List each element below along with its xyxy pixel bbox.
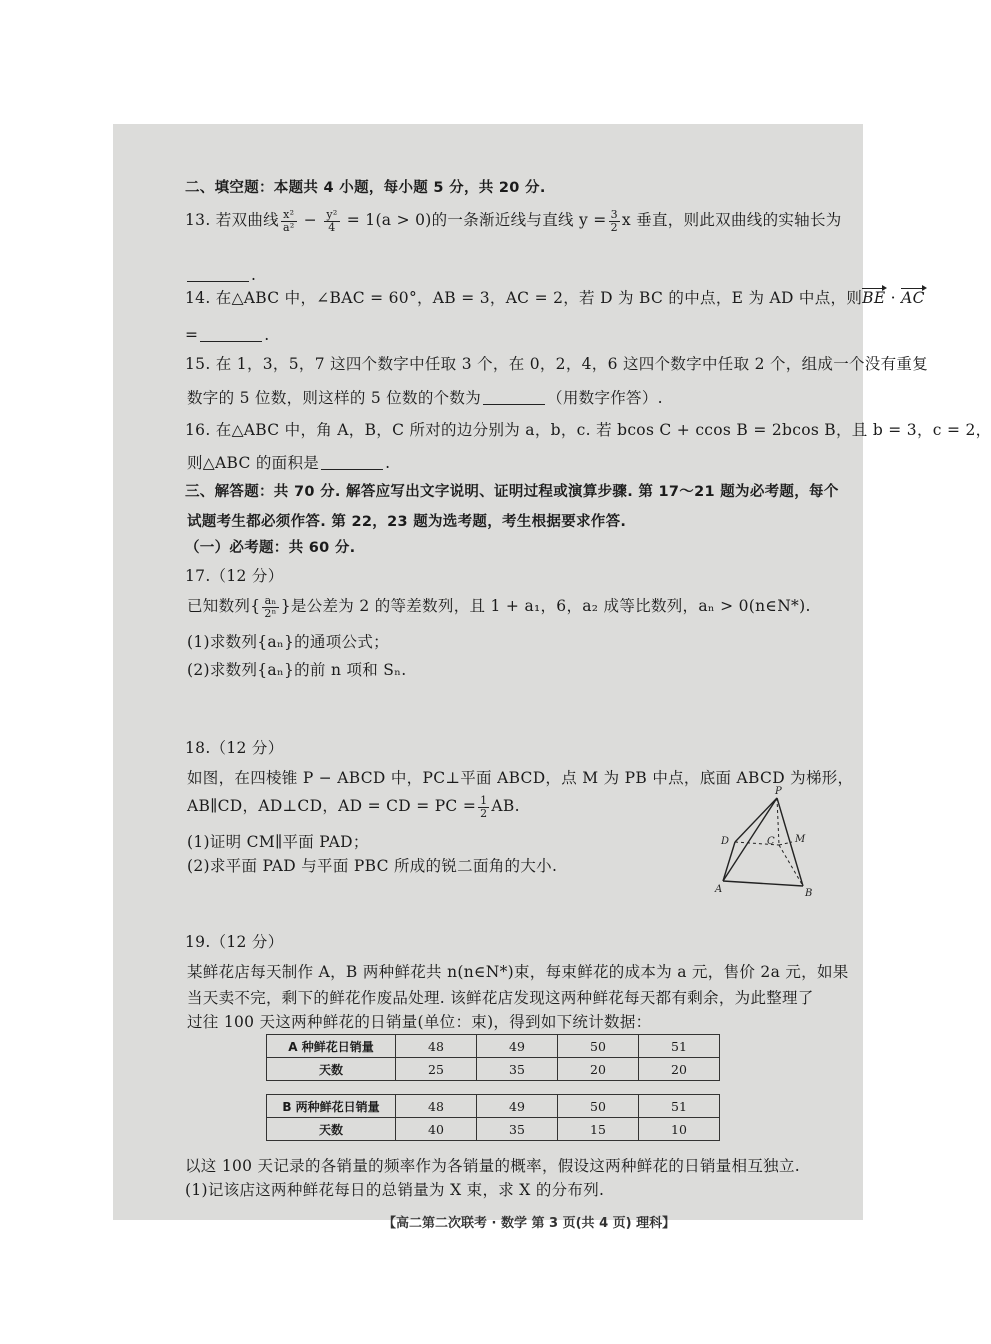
table-row	[267, 1095, 720, 1118]
q18-line1: 如图，在四棱锥 P − ABCD 中，PC⊥平面 ABCD，点 M 为 PB 中点，底面 ABCD 为梯形，	[187, 769, 854, 787]
table-cell: 51	[639, 1095, 720, 1118]
table-cell: 10	[639, 1118, 720, 1141]
q13-fraction-slope: $\frac{3}{2}$	[610, 207, 618, 234]
q13-answer-line: .	[185, 266, 256, 284]
q15-answer-blank[interactable]	[483, 390, 545, 405]
table-cell: 20	[639, 1058, 720, 1081]
edge-ab	[723, 881, 803, 886]
table-a-row1-label: A 种鲜花日销量	[267, 1035, 396, 1058]
q17-part2: (2)求数列{aₙ}的前 n 项和 Sₙ.	[187, 661, 407, 679]
edge-ad	[723, 842, 735, 881]
q14-answer-line: = .	[185, 326, 270, 344]
pyramid-figure	[713, 784, 823, 904]
label-c: C	[767, 836, 775, 847]
q13-fraction-y: $\frac{\text{y²}}{4}$	[326, 207, 338, 234]
q13-answer-blank[interactable]	[187, 267, 249, 282]
q14-answer-blank[interactable]	[200, 327, 262, 342]
required-questions-header: （一）必考题：共 60 分.	[185, 540, 356, 556]
table-b-sales	[266, 1094, 720, 1141]
q18-line2: AB∥CD，AD⊥CD，AD = CD = PC = $\frac{1}{2}$ AB.	[187, 793, 520, 820]
section2-header: 二、填空题：本题共 4 小题，每小题 5 分，共 20 分.	[185, 180, 546, 196]
q17-label: 17.（12 分）	[185, 567, 284, 585]
label-p: P	[775, 786, 782, 797]
table-a-row2-label: 天数	[267, 1058, 396, 1081]
question-15-line2: 数字的 5 位数，则这样的 5 位数的个数为 （用数字作答）.	[187, 389, 663, 407]
vector-be: BE	[862, 289, 886, 307]
label-d: D	[721, 836, 730, 847]
table-cell: 50	[558, 1035, 639, 1058]
label-a: A	[715, 884, 723, 895]
q19-line3: 过往 100 天这两种鲜花的日销量(单位：束)，得到如下统计数据：	[187, 1013, 652, 1031]
table-b-row2-label: 天数	[267, 1118, 396, 1141]
q19-line4: 以这 100 天记录的各销量的频率作为各销量的概率，假设这两种鲜花的日销量相互独立.	[185, 1157, 800, 1175]
label-b: B	[805, 888, 813, 899]
table-cell: 50	[558, 1095, 639, 1118]
table-a-sales	[266, 1034, 720, 1081]
table-cell: 20	[558, 1058, 639, 1081]
q18-part1: (1)证明 CM∥平面 PAD；	[187, 833, 369, 851]
table-cell: 51	[639, 1035, 720, 1058]
question-15-line1: 15. 在 1，3，5，7 这四个数字中任取 3 个，在 0，2，4，6 这四个数字中任取 2 个，组成一个没有重复	[185, 355, 929, 373]
table-cell: 25	[396, 1058, 477, 1081]
q19-part1: (1)记该店这两种鲜花每日的总销量为 X 束，求 X 的分布列.	[185, 1181, 605, 1199]
question-16-line1: 16. 在△ABC 中，角 A，B，C 所对的边分别为 a，b，c. 若 bcos C + ccos B = 2bcos B，且 b = 3，c = 2，	[185, 421, 991, 439]
q17-fraction: $\frac{\text{aₙ}}{\text{2ⁿ}}$	[264, 593, 277, 620]
vector-ac: AC	[901, 289, 925, 307]
table-row	[267, 1035, 720, 1058]
table-cell: 15	[558, 1118, 639, 1141]
edge-cb	[779, 845, 803, 886]
question-16-line2: 则△ABC 的面积是 .	[187, 454, 391, 472]
table-b-row1-label: B 两种鲜花日销量	[267, 1095, 396, 1118]
section3-header-line2: 试题考生都必须作答. 第 22，23 题为选考题，考生根据要求作答.	[187, 514, 627, 530]
table-cell: 49	[477, 1035, 558, 1058]
table-cell: 35	[477, 1058, 558, 1081]
q16-answer-blank[interactable]	[321, 455, 383, 470]
q18-part2: (2)求平面 PAD 与平面 PBC 所成的锐二面角的大小.	[187, 857, 558, 875]
question-13: 13. 若双曲线 $\frac{\text{x²}}{\text{a²}}$ − $\frac{\text{y²}}{4}$ = 1(a > 0)的一条渐近线与直线 y = $\frac{3}{2}$ x 垂直，则此双曲线的实轴长为	[185, 207, 842, 234]
q19-line2: 当天卖不完，剩下的鲜花作废品处理. 该鲜花店发现这两种鲜花每天都有剩余，为此整理了	[187, 989, 814, 1007]
question-14: 14. 在△ABC 中，∠BAC = 60°，AB = 3，AC = 2，若 D 为 BC 的中点，E 为 AD 中点，则BE · AC	[185, 289, 925, 307]
exam-page	[113, 124, 991, 1231]
table-row	[267, 1058, 720, 1081]
page-footer: 【高二第二次联考 · 数学 第 3 页(共 4 页) 理科】	[383, 1216, 676, 1231]
section3-header-line1: 三、解答题：共 70 分. 解答应写出文字说明、证明过程或演算步骤. 第 17～21 题为必考题，每个	[185, 484, 839, 500]
table-cell: 48	[396, 1035, 477, 1058]
table-cell: 35	[477, 1118, 558, 1141]
table-cell: 48	[396, 1095, 477, 1118]
q13-prefix: 13. 若双曲线	[185, 211, 279, 229]
table-cell: 40	[396, 1118, 477, 1141]
q18-label: 18.（12 分）	[185, 739, 284, 757]
q19-label: 19.（12 分）	[185, 933, 284, 951]
q18-fraction: $\frac{1}{2}$	[480, 793, 488, 820]
q17-part1: (1)求数列{aₙ}的通项公式；	[187, 633, 389, 651]
table-row	[267, 1118, 720, 1141]
q17-stem: 已知数列{ $\frac{\text{aₙ}}{\text{2ⁿ}}$ }是公差为 2 的等差数列，且 1 + a₁，6，a₂ 成等比数列，aₙ > 0(n∈N*).	[187, 593, 811, 620]
q13-fraction-x: $\frac{\text{x²}}{\text{a²}}$	[282, 207, 295, 234]
table-cell: 49	[477, 1095, 558, 1118]
q19-line1: 某鲜花店每天制作 A，B 两种鲜花共 n(n∈N*)束，每束鲜花的成本为 a 元，售价 2a 元，如果	[187, 963, 849, 981]
label-m: M	[795, 834, 806, 845]
